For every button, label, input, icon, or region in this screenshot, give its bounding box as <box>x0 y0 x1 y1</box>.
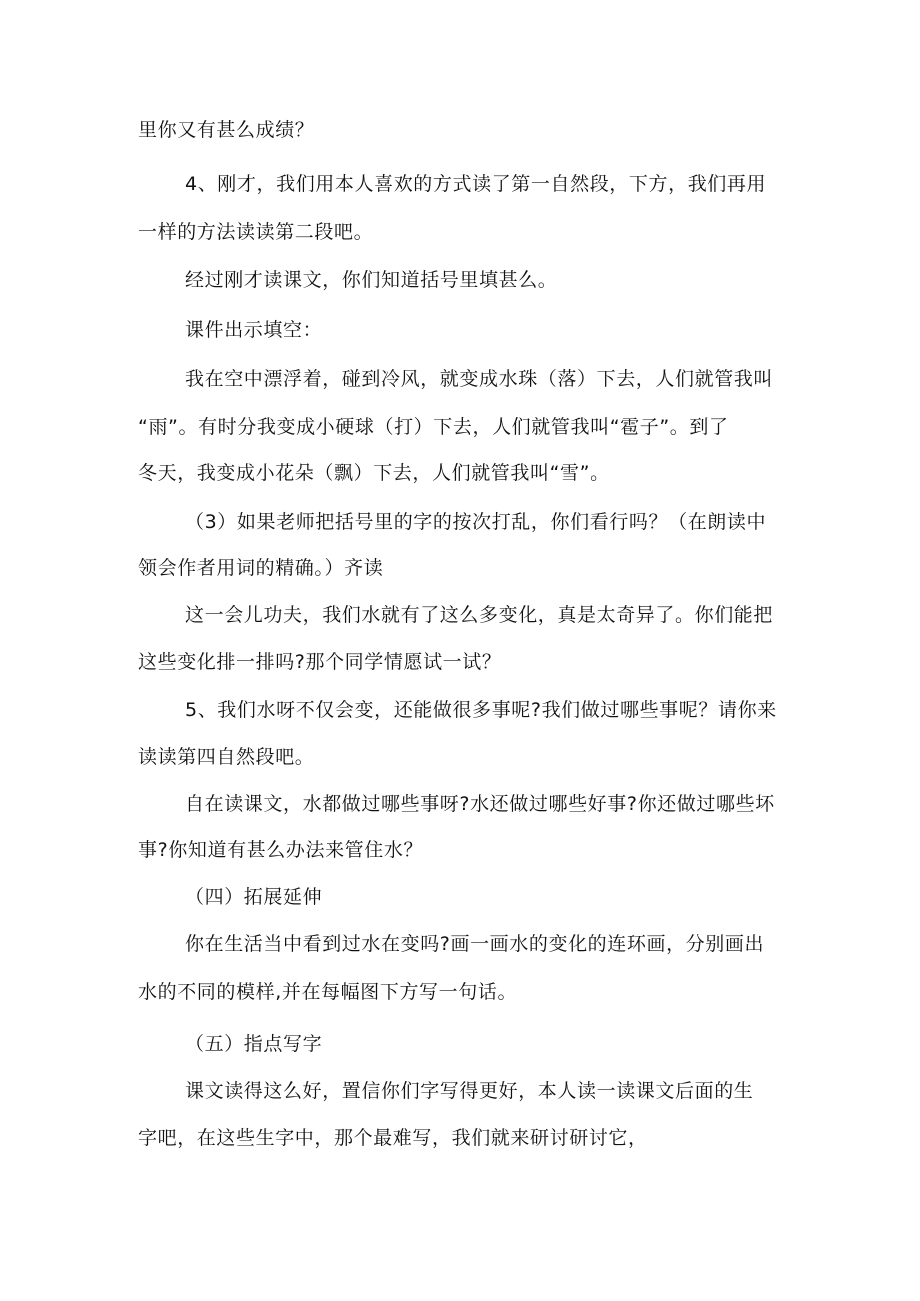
section-heading-writing: （五）指点写字 <box>185 1033 323 1055</box>
text-line-22: 字吧，在这些生字中，那个最难写，我们就来研讨研讨它， <box>138 1127 648 1149</box>
text-line-4: 经过刚才读课文，你们知道括号里填甚么。 <box>185 269 558 291</box>
text-line-13: 5、我们水呀不仅会变，还能做很多事呢?我们做过哪些事呢？请你来 <box>185 699 777 721</box>
text-line-12: 这些变化排一排吗?那个同学情愿试一试？ <box>138 651 502 673</box>
section-heading-extension: （四）拓展延伸 <box>185 886 323 908</box>
text-line-5: 课件出示填空： <box>185 319 323 341</box>
text-line-6: 我在空中漂浮着，碰到冷风，就变成水珠（落）下去，人们就管我叫 <box>185 368 774 390</box>
text-line-19: 水的不同的模样,并在每幅图下方写一句话。 <box>138 981 518 1003</box>
text-line-2: 4、刚才，我们用本人喜欢的方式读了第一自然段，下方，我们再用 <box>185 173 767 195</box>
text-line-9: （3）如果老师把括号里的字的按次打乱，你们看行吗？（在朗读中 <box>185 511 767 533</box>
text-line-21: 课文读得这么好，置信你们字写得更好，本人读一读课文后面的生 <box>185 1080 754 1102</box>
text-line-7: “雨”。有时分我变成小硬球（打）下去，人们就管我叫“雹子”。到了 <box>138 416 729 438</box>
text-line-10: 领会作者用词的精确。）齐读 <box>138 557 384 579</box>
text-line-3: 一样的方法读读第二段吧。 <box>138 221 374 243</box>
text-line-16: 事?你知道有甚么办法来管住水？ <box>138 839 424 861</box>
text-line-15: 自在读课文，水都做过哪些事呀?水还做过哪些好事?你还做过哪些坏 <box>185 793 775 815</box>
text-line-14: 读读第四自然段吧。 <box>138 746 315 768</box>
text-line-11: 这一会儿功夫，我们水就有了这么多变化，真是太奇异了。你们能把 <box>185 604 774 626</box>
text-line-1: 里你又有甚么成绩？ <box>138 119 315 141</box>
text-line-18: 你在生活当中看到过水在变吗?画一画水的变化的连环画，分别画出 <box>185 933 765 955</box>
text-line-8: 冬天，我变成小花朵（飘）下去，人们就管我叫“雪”。 <box>138 462 610 484</box>
